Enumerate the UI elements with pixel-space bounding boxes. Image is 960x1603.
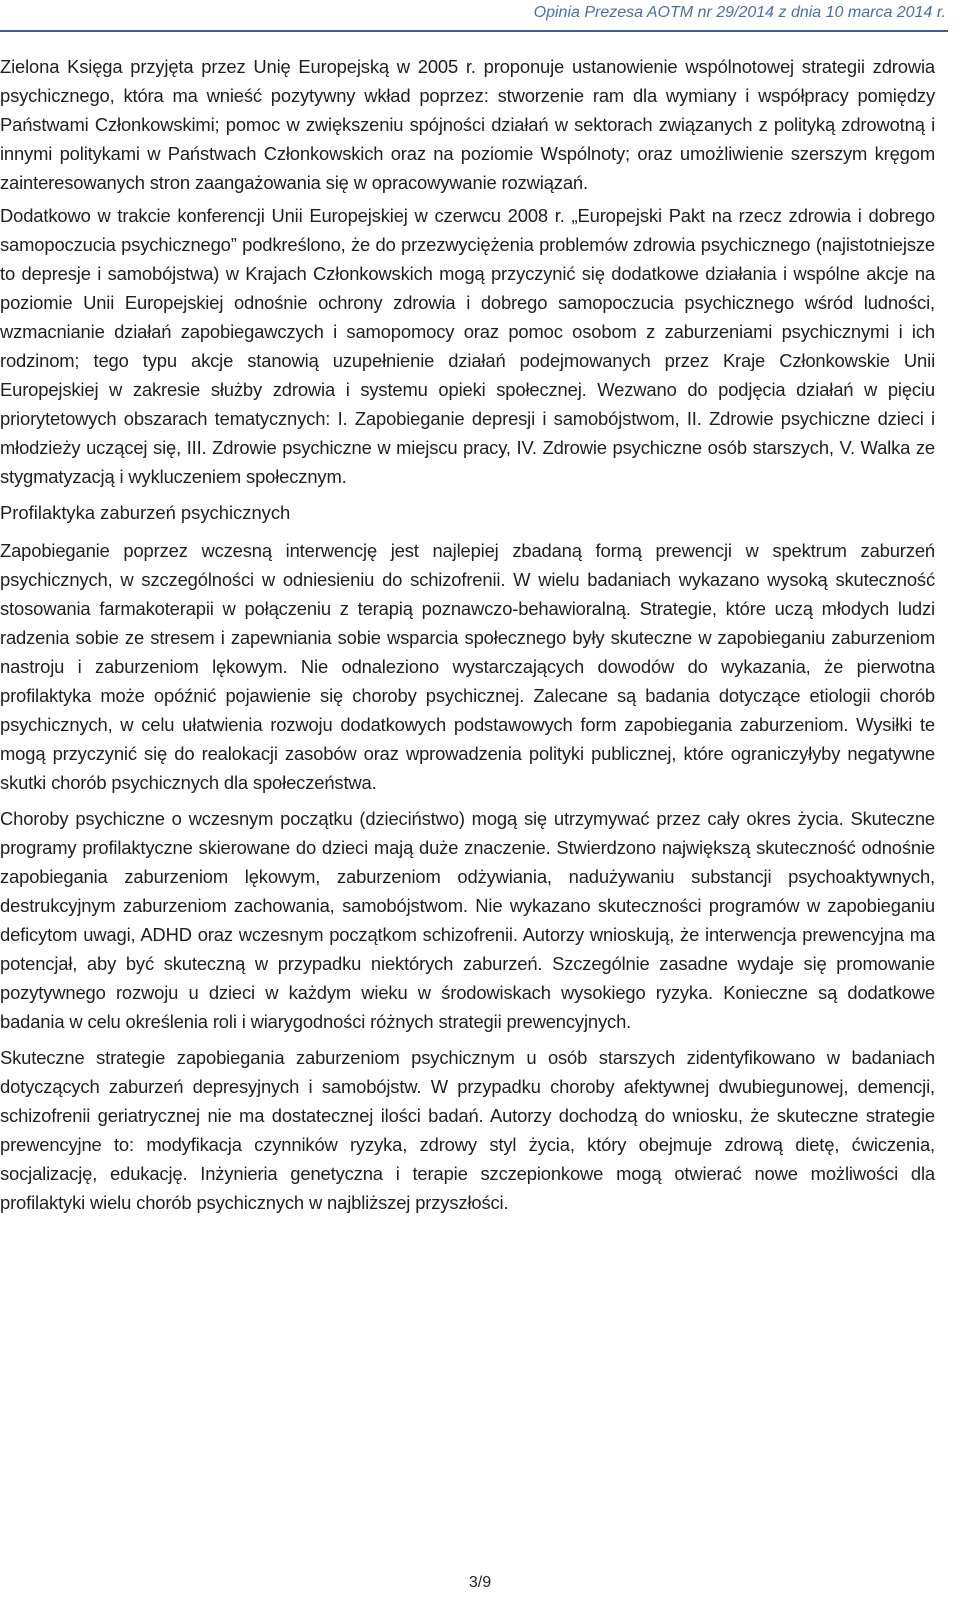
header-divider xyxy=(0,30,948,32)
document-body xyxy=(0,52,935,1224)
section-heading: Profilaktyka zaburzeń psychicznych xyxy=(0,502,291,523)
page-number: 3/9 xyxy=(468,1574,492,1591)
paragraph-elderly-prevention: Skuteczne strategie zapobiegania zaburzeniom psychicznym u osób starszych zidentyfikowano w badaniach dotyczących zaburzeń depresyjnych i samobójstw. W przypadku choroby afektywnej dwubiegunowej, demencji, schizofrenii geriatrycznej nie ma dostatecznej ilości badań. Autorzy dochodzą do wniosku, że skuteczne strategie prewencyjne to: modyfikacja czynników ryzyka, zdrowy styl życia, który obejmuje zdrową dietę, ćwiczenia, socjalizację, edukację. Inżynieria genetyczna i terapie szczepionkowe mogą otwierać nowe możliwości dla profilaktyki wielu chorób psychicznych w najbliższej przyszłości. xyxy=(0,1047,935,1213)
paragraph-european-pact: Dodatkowo w trakcie konferencji Unii Europejskiej w czerwcu 2008 r. „Europejski Pakt na rzecz zdrowia i dobrego samopoczucia psychicznego” podkreślono, że do przezwyciężenia problemów zdrowia psychicznego (najistotniejsze to depresje i samobójstwa) w Krajach Członkowskich mogą przyczynić się dodatkowe działania i wspólne akcje na poziomie Unii Europejskiej odnośnie ochrony zdrowia i dobrego samopoczucia psychicznego wśród ludności, wzmacnianie działań zapobiegawczych i samopomocy oraz pomoc osobom z zaburzeniami psychicznymi i ich rodzinom; tego typu akcje stanowią uzupełnienie działań podejmowanych przez Kraje Członkowskie Unii Europejskiej w zakresie służby zdrowia i systemu opieki społecznej. Wezwano do podjęcia działań w pięciu priorytetowych obszarach tematycznych: I. Zapobieganie depresji i samobójstwom, II. Zdrowie psychiczne dzieci i młodzieży uczącej się, III. Zdrowie psychiczne w miejscu pracy, IV. Zdrowie psychiczne osób starszych, V. Walka ze stygmatyzacją i wykluczeniem społecznym. xyxy=(0,205,935,487)
paragraph-childhood-onset: Choroby psychiczne o wczesnym początku (dzieciństwo) mogą się utrzymywać przez cały okres życia. Skuteczne programy profilaktyczne skierowane do dzieci mają duże znaczenie. Stwierdzono największą skuteczność odnośnie zapobiegania zaburzeniom lękowym, zaburzeniom odżywiania, nadużywaniu substancji psychoaktywnych, destrukcyjnym zaburzeniom zachowania, samobójstwom. Nie wykazano skuteczności programów w zapobieganiu deficytom uwagi, ADHD oraz wczesnym początkom schizofrenii. Autorzy wnioskują, że interwencja prewencyjna ma potencjał, aby być skuteczną w przypadku niektórych zaburzeń. Szczególnie zasadne wydaje się promowanie pozytywnego rozwoju u dzieci w każdym wieku w środowiskach wysokiego ryzyka. Konieczne są dodatkowe badania w celu określenia roli i wiarygodności różnych strategii prewencyjnych. xyxy=(0,808,935,1032)
paragraph-green-paper: Zielona Księga przyjęta przez Unię Europejską w 2005 r. proponuje ustanowienie wspólnotowej strategii zdrowia psychicznego, która ma wnieść pozytywny wkład poprzez: stworzenie ram dla wymiany i współpracy pomiędzy Państwami Członkowskimi; pomoc w zwiększeniu spójności działań w sektorach związanych z polityką zdrowotną i innymi politykami w Państwach Członkowskich oraz na poziomie Wspólnoty; oraz umożliwienie szerszym kręgom zainteresowanych stron zaangażowania się w opracowywanie rozwiązań. xyxy=(0,56,935,193)
running-header: Opinia Prezesa AOTM nr 29/2014 z dnia 10 marca 2014 r. xyxy=(533,4,946,21)
paragraph-early-intervention: Zapobieganie poprzez wczesną interwencję jest najlepiej zbadaną formą prewencji w spektrum zaburzeń psychicznych, w szczególności w odniesieniu do schizofrenii. W wielu badaniach wykazano wysoką skuteczność stosowania farmakoterapii w połączeniu z terapią poznawczo-behawioralną. Strategie, które uczą młodych ludzi radzenia sobie ze stresem i zapewniania sobie wsparcia społecznego były skuteczne w zapobieganiu zaburzeniom nastroju i zaburzeniom lękowym. Nie odnaleziono wystarczających dowodów do wykazania, że pierwotna profilaktyka może opóźnić pojawienie się choroby psychicznej. Zalecane są badania dotyczące etiologii chorób psychicznych, w celu ułatwienia rozwoju dodatkowych podstawowych form zapobiegania zaburzeniom. Wysiłki te mogą przyczynić się do realokacji zasobów oraz wprowadzenia polityki publicznej, które ograniczyłyby negatywne skutki chorób psychicznych dla społeczeństwa. xyxy=(0,540,935,793)
